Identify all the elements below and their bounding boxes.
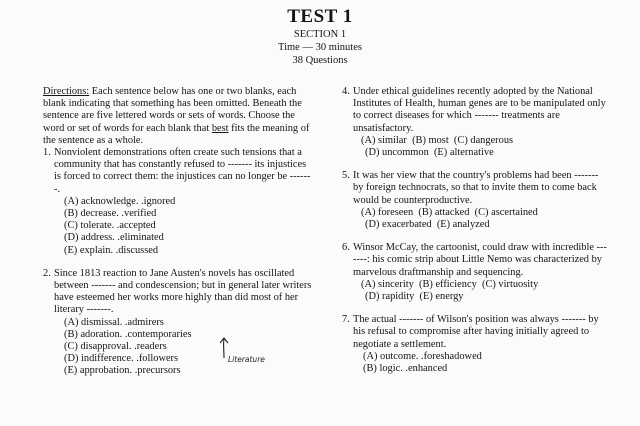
answer-option-row: (A) foreseen (B) attacked (C) ascertained bbox=[361, 206, 538, 218]
directions-label: Directions: bbox=[43, 86, 90, 97]
answer-option: (A) dismissal. .admirers bbox=[64, 316, 164, 328]
question-5 bbox=[342, 170, 610, 231]
answer-options bbox=[64, 196, 313, 257]
directions-text-2: fits the meaning of the sentence as a whole. bbox=[43, 122, 310, 146]
left-column bbox=[43, 86, 313, 389]
answer-options bbox=[363, 351, 610, 375]
question-number: 5. bbox=[342, 170, 350, 182]
question-stem: The actual ------- of Wilson's position was always ------- by his refusal to compromise after having initially agreed to negotiate a settlement. bbox=[353, 314, 599, 350]
answer-option-row: (D) rapidity (E) energy bbox=[365, 291, 464, 303]
answer-options bbox=[361, 207, 610, 231]
answer-option: (B) adoration. .contemporaries bbox=[64, 328, 192, 340]
question-2 bbox=[43, 268, 313, 378]
question-number: 6. bbox=[342, 242, 350, 254]
question-count: 38 Questions bbox=[292, 55, 348, 66]
question-stem: Winsor McCay, the cartoonist, could draw with incredible -------: his comic strip about Little Nemo was characterized by marvelous draftmanship and sequencing. bbox=[353, 242, 607, 278]
answer-option-row: (A) similar (B) most (C) dangerous bbox=[361, 134, 514, 146]
handwritten-annotation: Literature bbox=[228, 355, 265, 364]
directions-best: best bbox=[211, 122, 229, 134]
answer-option: (E) approbation. .precursors bbox=[64, 365, 181, 377]
answer-options bbox=[64, 317, 313, 378]
answer-option: (D) indifference. .followers bbox=[64, 353, 179, 365]
question-number: 7. bbox=[342, 314, 350, 326]
answer-option: (A) outcome. .foreshadowed bbox=[363, 350, 482, 362]
answer-option-row: (D) exacerbated (E) analyzed bbox=[365, 219, 490, 231]
test-header bbox=[0, 6, 640, 67]
question-stem: Since 1813 reaction to Jane Austen's novels has oscillated between ------- and condescension; but in general later writers have esteemed her works more highly than did most of her literary -------. bbox=[54, 267, 312, 316]
question-number: 2. bbox=[43, 267, 51, 279]
question-4 bbox=[342, 86, 610, 159]
question-7 bbox=[342, 314, 610, 375]
right-column bbox=[342, 86, 610, 386]
answer-option: (B) logic. .enhanced bbox=[363, 363, 448, 375]
answer-options bbox=[361, 135, 610, 159]
question-stem: Under ethical guidelines recently adopted by the National Institutes of Health, human genes are to be manipulated only to correct diseases for which ------- treatments are unsatisfactory. bbox=[353, 86, 606, 134]
answer-option: (D) address. .eliminated bbox=[64, 232, 164, 244]
question-6 bbox=[342, 242, 610, 303]
answer-option-row: (D) uncommon (E) alternative bbox=[365, 147, 494, 159]
test-title: TEST 1 bbox=[287, 6, 353, 27]
directions bbox=[43, 86, 313, 147]
question-stem: It was her view that the country's problems had been ------- by foreign technocrats, so that to invite them to come back would be counterproductive. bbox=[353, 170, 599, 206]
directions-text-1: Each sentence below has one or two blanks, each blank indicating that something has been omitted. Beneath the sentence are five lettered words or sets of words. Choose the word or set of words for each blank that bbox=[43, 86, 302, 134]
answer-option: (C) tolerate. .accepted bbox=[64, 220, 156, 232]
question-1 bbox=[43, 147, 313, 257]
answer-option: (C) disapproval. .readers bbox=[64, 341, 167, 353]
question-number: 4. bbox=[342, 86, 350, 97]
answer-option: (B) decrease. .verified bbox=[64, 208, 157, 220]
question-stem: Nonviolent demonstrations often create such tensions that a community that has constantly refused to ------- its injustices is forced to correct them: the injustices can no longer be -------. bbox=[54, 147, 311, 195]
answer-option-row: (A) sincerity (B) efficiency (C) virtuosity bbox=[361, 278, 539, 290]
answer-option: (E) explain. .discussed bbox=[64, 244, 159, 256]
answer-option: (A) acknowledge. .ignored bbox=[64, 195, 176, 207]
section-label: SECTION 1 bbox=[293, 29, 347, 40]
question-number: 1. bbox=[43, 147, 51, 159]
time-limit: Time — 30 minutes bbox=[278, 42, 362, 53]
answer-options bbox=[361, 279, 610, 303]
